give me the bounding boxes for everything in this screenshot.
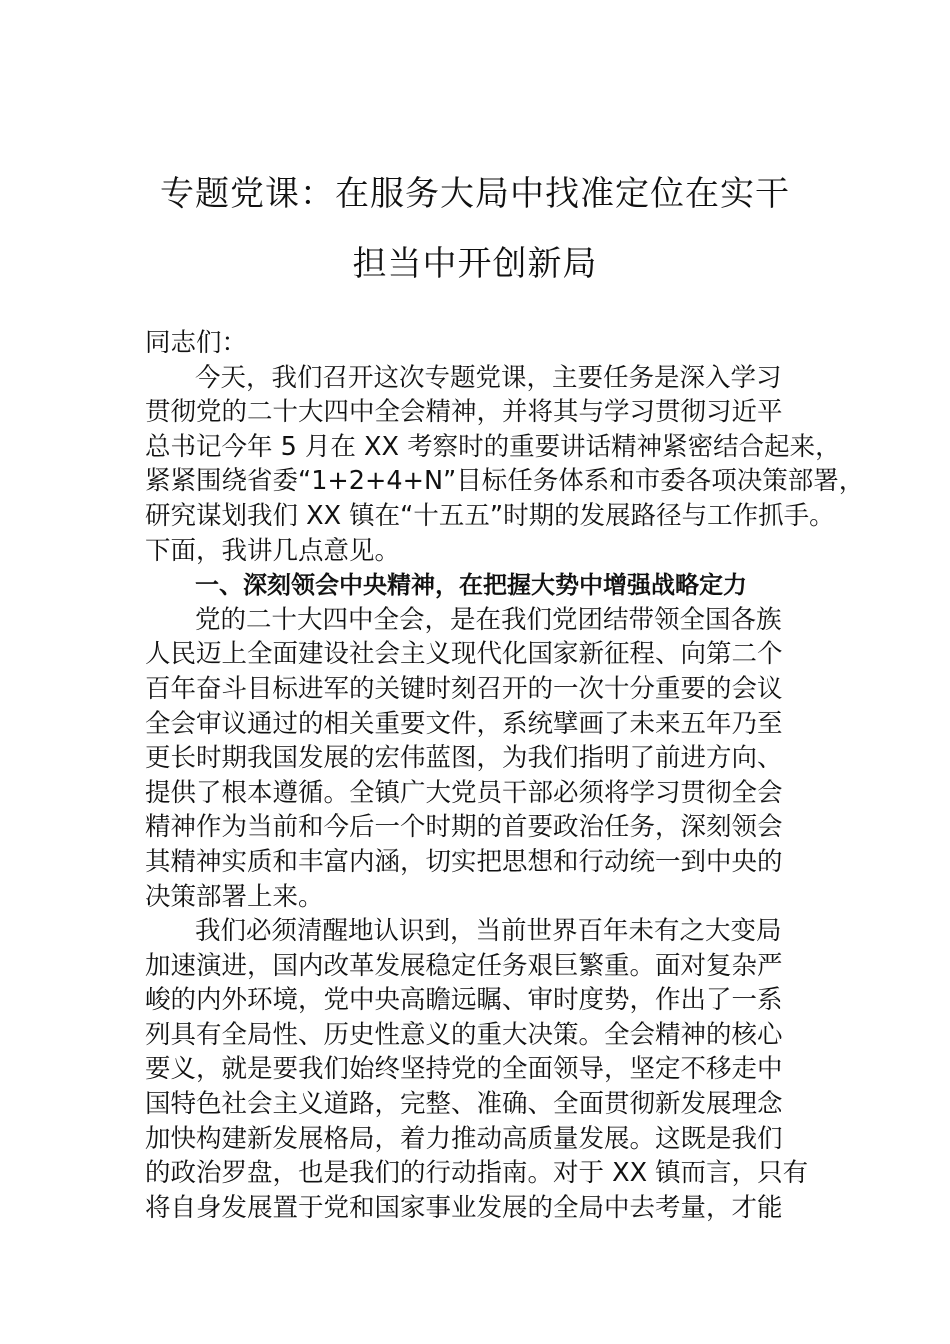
document-title-line-2: 担当中开创新局 — [352, 244, 598, 284]
paragraph-line: 今天，我们召开这次专题党课，主要任务是深入学习 — [195, 362, 782, 393]
paragraph-line: 我们必须清醒地认识到，当前世界百年未有之大变局 — [195, 916, 782, 947]
paragraph-line: 加快构建新发展格局，着力推动高质量发展。这既是我们 — [145, 1123, 783, 1154]
paragraph-line: 决策部署上来。 — [145, 881, 324, 912]
salutation: 同志们： — [145, 328, 248, 358]
section-heading: 一、深刻领会中央精神，在把握大势中增强战略定力 — [195, 571, 747, 600]
paragraph-line: 更长时期我国发展的宏伟蓝图，为我们指明了前进方向、 — [145, 743, 783, 774]
paragraph-line: 下面，我讲几点意见。 — [145, 535, 401, 566]
paragraph-line: 将自身发展置于党和国家事业发展的全局中去考量，才能 — [145, 1192, 783, 1223]
paragraph-line: 紧紧围绕省委“1+2+4+N”目标任务体系和市委各项决策部署， — [145, 466, 865, 497]
document-body — [145, 326, 865, 1225]
paragraph-line: 人民迈上全面建设社会主义现代化国家新征程、向第二个 — [145, 639, 783, 670]
paragraph-line: 峻的内外环境，党中央高瞻远瞩、审时度势，作出了一系 — [145, 985, 783, 1016]
paragraph-line: 全会审议通过的相关重要文件，系统擘画了未来五年乃至 — [145, 708, 783, 739]
paragraph-line: 研究谋划我们 XX 镇在“十五五”时期的发展路径与工作抓手。 — [145, 500, 835, 531]
paragraph-line: 总书记今年 5 月在 XX 考察时的重要讲话精神紧密结合起来， — [145, 431, 841, 462]
paragraph-line: 贯彻党的二十大四中全会精神，并将其与学习贯彻习近平 — [145, 397, 783, 428]
paragraph-line: 提供了根本遵循。全镇广大党员干部必须将学习贯彻全会 — [145, 777, 783, 808]
paragraph-line: 国特色社会主义道路，完整、准确、全面贯彻新发展理念 — [145, 1089, 783, 1120]
document-title-line-1: 专题党课：在服务大局中找准定位在实干 — [160, 174, 790, 214]
paragraph-line: 精神作为当前和今后一个时期的首要政治任务，深刻领会 — [145, 812, 783, 843]
paragraph-line: 的政治罗盘，也是我们的行动指南。对于 XX 镇而言，只有 — [145, 1158, 809, 1189]
paragraph-line: 其精神实质和丰富内涵，切实把思想和行动统一到中央的 — [145, 846, 783, 877]
paragraph-line: 党的二十大四中全会，是在我们党团结带领全国各族 — [195, 604, 782, 635]
paragraph-line: 加速演进，国内改革发展稳定任务艰巨繁重。面对复杂严 — [145, 950, 783, 981]
paragraph-line: 要义，就是要我们始终坚持党的全面领导，坚定不移走中 — [145, 1054, 783, 1085]
paragraph-line: 百年奋斗目标进军的关键时刻召开的一次十分重要的会议 — [145, 673, 783, 704]
paragraph-line: 列具有全局性、历史性意义的重大决策。全会精神的核心 — [145, 1019, 783, 1050]
